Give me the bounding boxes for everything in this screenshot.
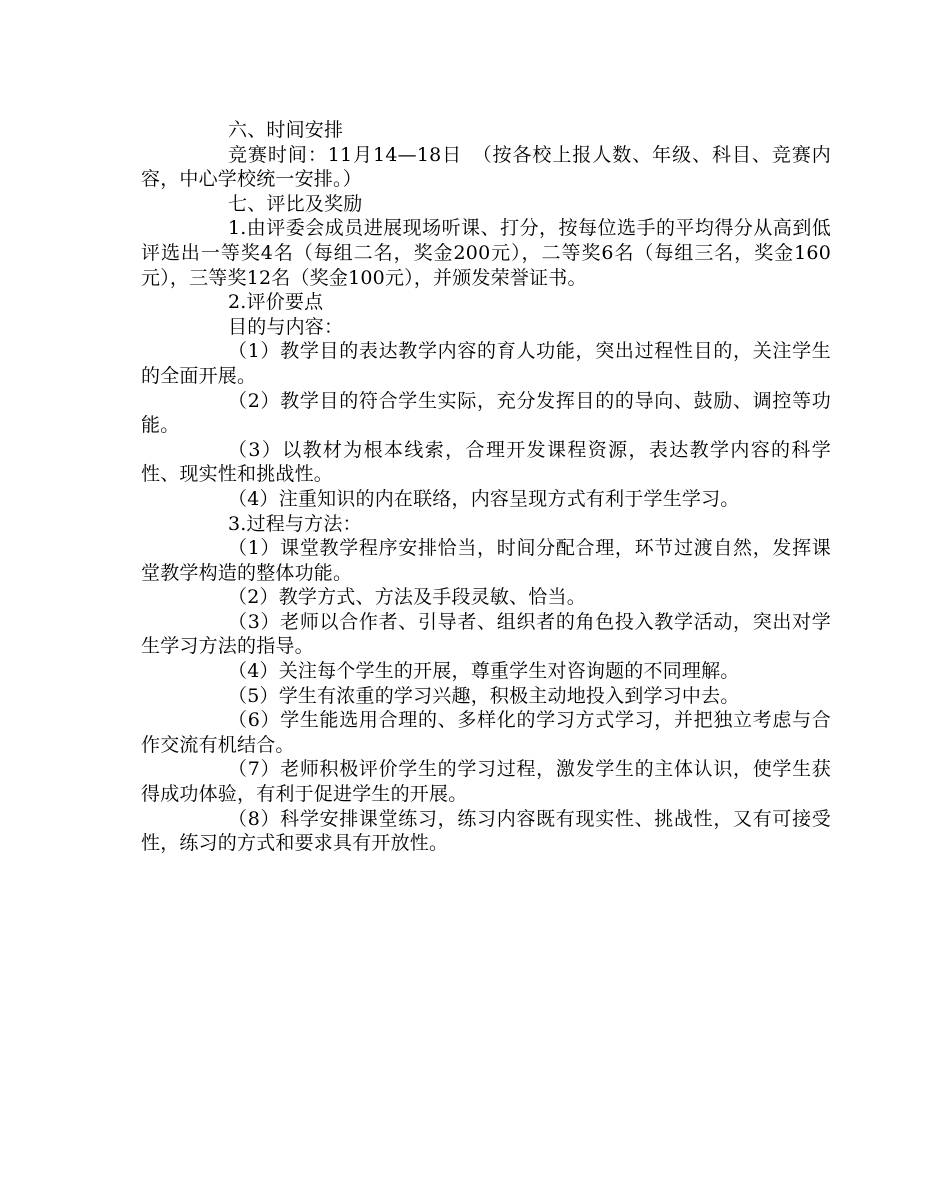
list-item-process-2: （2）教学方式、方法及手段灵敏、恰当。 <box>228 586 586 609</box>
list-item-goals-2: （2）教学目的符合学生实际，充分发挥目的的导向、鼓励、调控等功能。 <box>141 389 831 437</box>
document-body <box>141 118 831 856</box>
list-item-process-5: （5）学生有浓重的学习兴趣，积极主动地投入到学习中去。 <box>228 684 740 707</box>
section-heading-schedule: 六、时间安排 <box>228 119 344 141</box>
list-item-process-4: （4）关注每个学生的开展，尊重学生对咨询题的不同理解。 <box>228 660 740 683</box>
section-heading-awards: 七、评比及奖励 <box>228 192 363 215</box>
list-item-process-3: （3）老师以合作者、引导者、组织者的角色投入教学活动，突出对学生学习方法的指导。 <box>141 610 831 658</box>
paragraph-award-rules: 1.由评委会成员进展现场听课、打分，按每位选手的平均得分从高到低评选出一等奖4名（每组二名，奖金200元），二等奖6名（每组三名，奖金160元），三等奖12名（奖金100元），并颁发荣誉证书。 <box>141 217 831 289</box>
subheading-evaluation-points: 2.评价要点 <box>228 291 324 314</box>
list-item-process-6: （6）学生能选用合理的、多样化的学习方式学习，并把独立考虑与合作交流有机结合。 <box>141 709 831 756</box>
list-item-goals-3: （3）以教材为根本线索，合理开发课程资源，表达教学内容的科学性、现实性和挑战性。 <box>141 438 831 486</box>
list-item-process-7: （7）老师积极评价学生的学习过程，激发学生的主体认识，使学生获得成功体验，有利于促进学生的开展。 <box>141 758 831 806</box>
list-item-process-1: （1）课堂教学程序安排恰当，时间分配合理，环节过渡自然，发挥课堂教学构造的整体功能。 <box>141 537 831 584</box>
list-item-goals-4: （4）注重知识的内在联络，内容呈现方式有利于学生学习。 <box>228 487 740 510</box>
paragraph-competition-time: 竞赛时间：11月14—18日 （按各校上报人数、年级、科目、竞赛内容，中心学校统一安排。） <box>141 143 831 191</box>
subheading-goals-content: 目的与内容： <box>228 315 344 338</box>
subheading-process-methods: 3.过程与方法： <box>228 512 362 535</box>
list-item-goals-1: （1）教学目的表达教学内容的育人功能，突出过程性目的，关注学生的全面开展。 <box>141 340 831 387</box>
list-item-process-8: （8）科学安排课堂练习，练习内容既有现实性、挑战性，又有可接受性，练习的方式和要求具有开放性。 <box>141 807 831 855</box>
